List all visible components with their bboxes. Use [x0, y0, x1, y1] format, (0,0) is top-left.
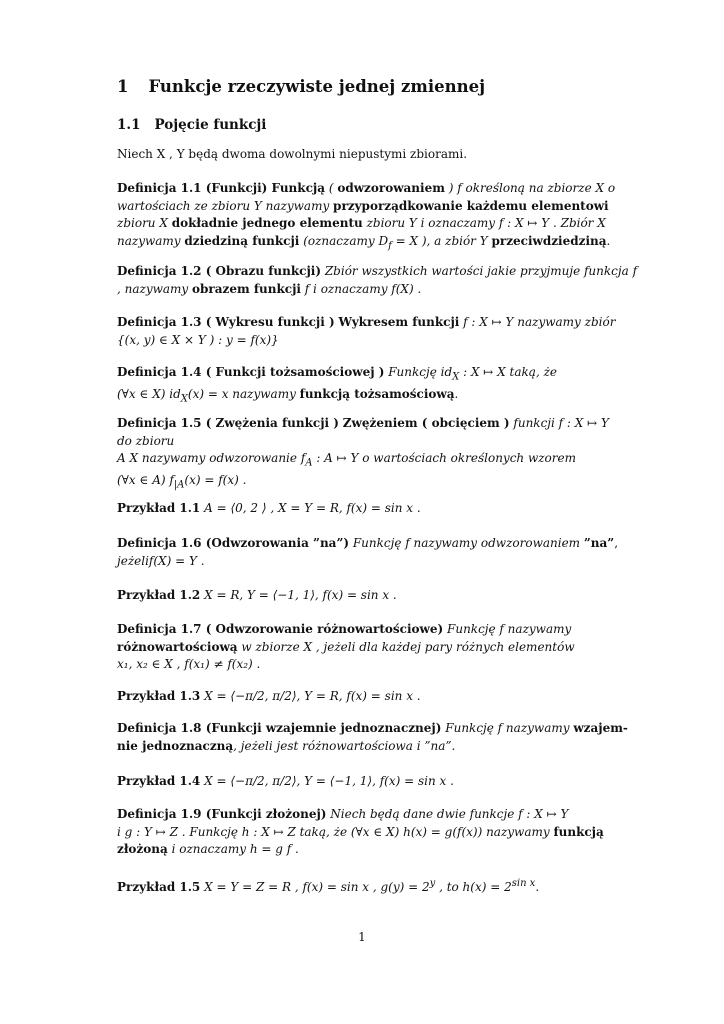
- definition-text: : A ↦ Y o wartościach określonych wzorem: [312, 451, 577, 465]
- definition-heading: Definicja 1.9 (Funkcji złożonej): [117, 807, 327, 821]
- example-1-2: [117, 587, 637, 605]
- definition-text: .: [606, 233, 611, 248]
- example-text: X = ⟨−π/2, π/2⟩, Y = R, f(x) = sin x .: [200, 689, 421, 703]
- definition-text: A X nazywamy odwzorowanie f: [117, 451, 306, 465]
- definition-1-3: [117, 314, 637, 349]
- definition-text: jeżelif(X) = Y .: [117, 553, 205, 568]
- subscript: X: [452, 371, 460, 383]
- definition-text: Funkcję f nazywamy odwzorowaniem: [349, 536, 584, 550]
- subscript: |A: [173, 479, 185, 491]
- intro-paragraph: [117, 146, 637, 164]
- definition-1-1: [117, 180, 637, 254]
- definition-text: f i oznaczamy f(X) .: [300, 281, 422, 296]
- intro-text: Niech X , Y będą dwoma dowolnymi niepustymi zbiorami.: [117, 147, 468, 161]
- definition-heading: Definicja 1.7 ( Odwzorowanie różnowartościowe): [117, 622, 444, 636]
- definition-heading: Definicja 1.8 (Funkcji wzajemnie jednoznacznej): [117, 721, 442, 735]
- example-text: , to h(x) = 2: [435, 880, 512, 894]
- definition-text: zbioru X: [117, 216, 172, 230]
- definition-term: funkcją: [553, 824, 604, 839]
- definition-text: , jeżeli jest różnowartościowa i ”na”.: [233, 738, 456, 753]
- example-text: X = Y = Z = R , f(x) = sin x , g(y) = 2: [200, 880, 430, 894]
- example-heading: Przykład 1.1: [117, 501, 201, 515]
- definition-term: dokładnie jednego elementu: [171, 216, 363, 230]
- definition-heading: Definicja 1.5 ( Zwężenia funkcji ): [117, 416, 339, 430]
- definition-term: obrazem funkcji: [192, 281, 301, 296]
- definition-1-8: [117, 720, 637, 755]
- definition-term: Wykresem funkcji: [338, 315, 460, 329]
- definition-text: = X ), a zbiór Y: [391, 233, 492, 248]
- definition-text: funkcji f : X ↦ Y: [509, 416, 609, 430]
- definition-text: (x) = x nazywamy: [187, 386, 300, 401]
- section-heading: [117, 78, 637, 96]
- definition-term: przyporządkowanie każdemu elementowi: [333, 198, 609, 213]
- definition-1-7: [117, 621, 637, 674]
- section-title: Funkcje rzeczywiste jednej zmiennej: [148, 77, 486, 96]
- example-1-5: [117, 875, 637, 897]
- definition-term: różnowartościową: [117, 639, 238, 654]
- definition-text: zbioru Y i oznaczamy f : X ↦ Y . Zbiór X nazywamy: [117, 216, 606, 248]
- definition-text: i oznaczamy h = g f .: [167, 842, 299, 856]
- definition-term: funkcją tożsamościową: [299, 386, 455, 401]
- definition-text: Funkcję id: [384, 365, 453, 379]
- definition-text: Niech będą dane dwie funkcje f : X ↦ Y: [326, 807, 569, 821]
- definition-text: f : X ↦ Y nazywamy zbiór: [459, 315, 616, 329]
- example-1-4: [117, 773, 637, 791]
- definition-formula: (∀x ∈ X) id: [117, 386, 181, 401]
- example-1-3: [117, 688, 637, 706]
- definition-text: Zbiór wszystkich wartości jakie przyjmuje funkcja f , nazywamy: [117, 264, 638, 296]
- definition-1-6: [117, 535, 637, 570]
- example-heading: Przykład 1.2: [117, 588, 201, 602]
- definition-term: wzajem-: [573, 721, 628, 735]
- definition-formula: (x) = f(x) .: [184, 472, 247, 487]
- definition-text: do zbioru: [117, 433, 175, 448]
- definition-1-4: [117, 364, 637, 408]
- definition-term: Zwężeniem ( obcięciem ): [342, 416, 510, 430]
- definition-formula: x₁, x₂ ∈ X , f(x₁) ≠ f(x₂) .: [117, 657, 261, 671]
- section-number: 1: [117, 77, 129, 96]
- definition-1-5: [117, 415, 637, 494]
- superscript: y: [429, 878, 436, 889]
- subsection-number: 1.1: [117, 117, 141, 133]
- definition-heading: Definicja 1.1 (Funkcji) Funkcją: [117, 181, 326, 195]
- definition-heading: Definicja 1.4 ( Funkcji tożsamościowej ): [117, 365, 385, 379]
- definition-term: dziedziną funkcji: [184, 233, 300, 248]
- definition-text: ) f określoną na zbiorze X o wartościach ze zbioru Y nazywamy: [117, 181, 616, 213]
- example-text: X = ⟨−π/2, π/2⟩, Y = ⟨−1, 1⟩, f(x) = sin x .: [200, 774, 454, 788]
- example-text: .: [535, 880, 540, 894]
- definition-heading: Definicja 1.6 (Odwzorowania ”na”): [117, 536, 350, 550]
- subsection-heading: [117, 117, 637, 135]
- definition-text: (oznaczamy D: [299, 233, 389, 248]
- definition-text: i g : Y ↦ Z . Funkcję h : X ↦ Z taką, że (∀x ∈ X) h(x) = g(f(x)) nazywamy: [117, 824, 554, 839]
- example-heading: Przykład 1.5: [117, 880, 201, 894]
- definition-term: złożoną: [117, 842, 168, 856]
- example-text: A = ⟨0, 2 ⟩ , X = Y = R, f(x) = sin x .: [200, 501, 421, 515]
- subscript: f: [388, 239, 392, 251]
- subscript: X: [180, 393, 188, 405]
- definition-term: nie jednoznaczną: [117, 738, 234, 753]
- definition-term: przeciwdziedziną: [491, 233, 607, 248]
- definition-1-2: [117, 263, 637, 298]
- definition-heading: Definicja 1.2 ( Obrazu funkcji): [117, 264, 322, 278]
- subsection-title: Pojęcie funkcji: [154, 117, 267, 133]
- example-1-1: [117, 500, 637, 518]
- definition-term: odwzorowaniem: [337, 181, 445, 195]
- superscript: sin x: [511, 878, 536, 889]
- example-heading: Przykład 1.4: [117, 774, 201, 788]
- example-text: X = R, Y = ⟨−1, 1⟩, f(x) = sin x .: [200, 588, 397, 602]
- definition-text: ,: [614, 536, 619, 550]
- definition-text: : X ↦ X taką, że: [459, 365, 557, 379]
- definition-formula: (∀x ∈ A) f: [117, 472, 174, 487]
- definition-text: w zbiorze X , jeżeli dla każdej pary różnych elementów: [237, 639, 575, 654]
- example-heading: Przykład 1.3: [117, 689, 201, 703]
- definition-1-9: [117, 806, 637, 859]
- definition-text: Funkcję f nazywamy: [443, 622, 572, 636]
- page-number: 1: [358, 930, 366, 944]
- definition-text: (: [325, 181, 338, 195]
- subscript: A: [305, 457, 313, 469]
- definition-formula: {(x, y) ∈ X × Y ) : y = f(x)}: [117, 332, 279, 347]
- definition-heading: Definicja 1.3 ( Wykresu funkcji ): [117, 315, 335, 329]
- definition-text: Funkcję f nazywamy: [441, 721, 574, 735]
- definition-term: ”na”: [583, 536, 615, 550]
- definition-text: .: [454, 386, 459, 401]
